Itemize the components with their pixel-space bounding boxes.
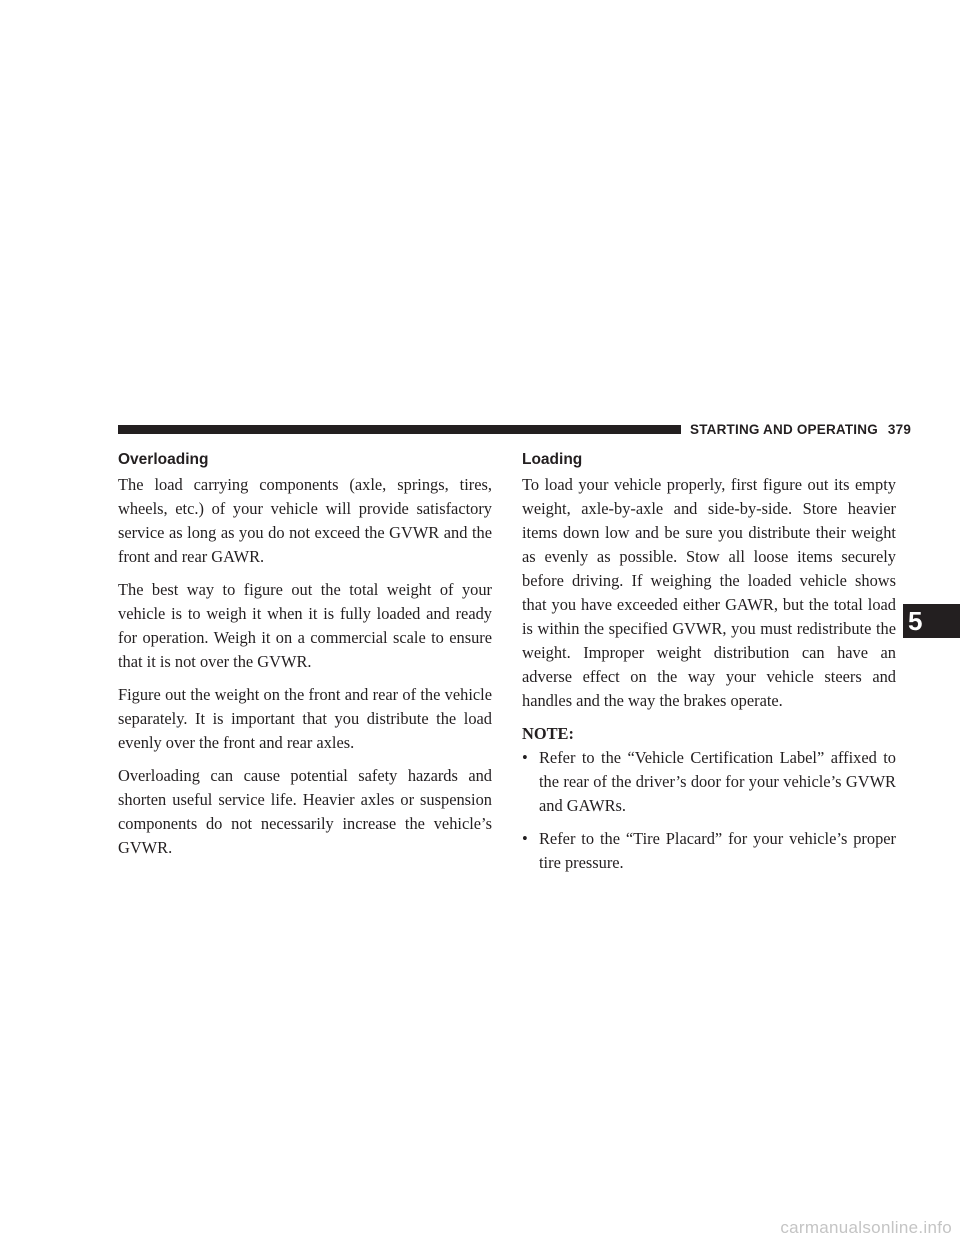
watermark: carmanualsonline.info (780, 1218, 952, 1237)
page-number: 379 (887, 422, 912, 437)
section-title: STARTING AND OPERATING (690, 422, 878, 437)
body-paragraph: Figure out the weight on the front and rear of the vehicle separately. It is important that you distribute the load evenly over the front and rear axles. (118, 685, 492, 752)
body-paragraph: The best way to figure out the total weight of your vehicle is to weigh it when it is fully loaded and ready for operation. Weigh it on a commercial scale to ensure that it is not over the GVWR. (118, 580, 492, 671)
note-label: NOTE: (522, 724, 574, 743)
list-item-text: Refer to the “Vehicle Certification Label” affixed to the rear of the driver’s door for your vehicle’s GVWR and GAWRs. (539, 748, 896, 815)
list-item-text: Refer to the “Tire Placard” for your vehicle’s proper tire pressure. (539, 829, 896, 872)
running-header (690, 421, 911, 438)
chapter-tab: 5 (903, 604, 960, 638)
bullet-icon: • (522, 829, 528, 848)
overloading-heading: Overloading (118, 451, 209, 468)
bullet-icon: • (522, 748, 528, 767)
body-paragraph: Overloading can cause potential safety hazards and shorten useful service life. Heavier axles or suspension components do not necessarily increase the vehicle’s GVWR. (118, 766, 492, 857)
list-item (522, 827, 896, 875)
list-item (522, 746, 896, 818)
right-column (522, 450, 896, 884)
header-rule (118, 425, 681, 434)
note-list (522, 746, 896, 875)
loading-heading: Loading (522, 451, 583, 468)
body-paragraph: The load carrying components (axle, springs, tires, wheels, etc.) of your vehicle will provide satisfactory service as long as you do not exceed the GVWR and the front and rear GAWR. (118, 475, 492, 566)
body-paragraph: To load your vehicle properly, first figure out its empty weight, axle-by-axle and side-by-side. Store heavier items down low and be sure you distribute their weight as evenly as possible. Stow all loose items securely before driving. If weighing the loaded vehicle shows that you have exceeded either GAWR, but the total load is within the specified GVWR, you must redistribute the weight. Improper weight distribution can have an adverse effect on the way your vehicle steers and handles and the way the brakes operate. (522, 475, 896, 710)
left-column (118, 450, 492, 869)
